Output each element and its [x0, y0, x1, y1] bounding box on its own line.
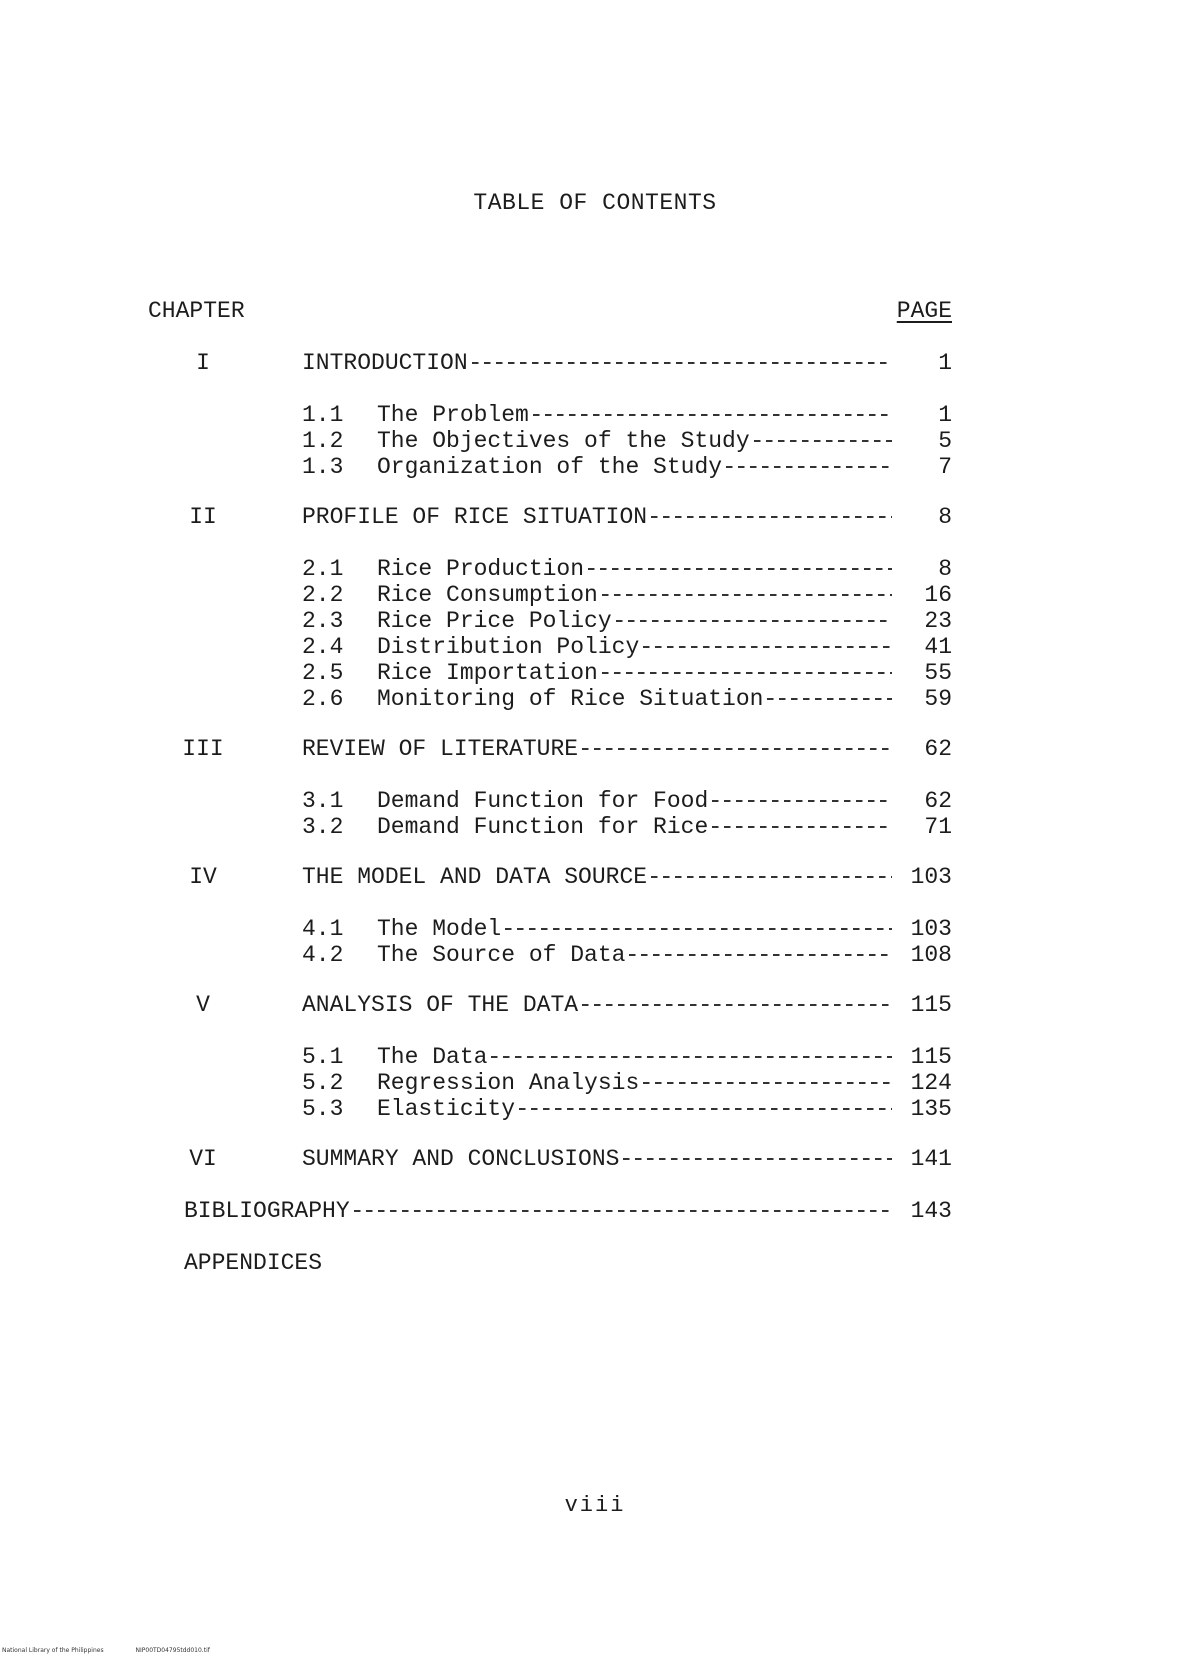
dot-leader — [519, 1096, 892, 1122]
toc-section-row — [0, 942, 1190, 968]
toc-section-row — [0, 556, 1190, 582]
toc-chapter-row — [0, 864, 1190, 890]
dot-leader-line — [651, 516, 892, 518]
section-number: 2.3 — [302, 608, 344, 634]
section-number: 5.1 — [302, 1044, 344, 1070]
toc-section-row — [0, 428, 1190, 454]
dot-leader-line — [623, 1158, 892, 1160]
section-number: 2.6 — [302, 686, 344, 712]
toc-section-row — [0, 402, 1190, 428]
dot-leader — [651, 504, 892, 530]
toc-section-row — [0, 634, 1190, 660]
section-page: 62 — [924, 788, 952, 814]
toc-appendices-row — [0, 1250, 1190, 1276]
chapter-page: 103 — [910, 864, 952, 890]
dot-leader-line — [712, 826, 892, 828]
dot-leader-line — [491, 1056, 892, 1058]
toc-section-row — [0, 788, 1190, 814]
dot-leader — [712, 788, 892, 814]
chapter-title: REVIEW OF LITERATURE — [302, 736, 579, 762]
section-page: 1 — [938, 402, 952, 428]
section-title: The Data — [377, 1044, 488, 1070]
section-title: Demand Function for Food — [377, 788, 709, 814]
section-number: 2.5 — [302, 660, 344, 686]
dot-leader-line — [588, 568, 892, 570]
toc-list — [0, 350, 1190, 1302]
chapter-title: ANALYSIS OF THE DATA — [302, 992, 579, 1018]
dot-leader-line — [712, 800, 892, 802]
dot-leader-line — [643, 1082, 892, 1084]
dot-leader-line — [629, 954, 892, 956]
dot-leader-line — [754, 440, 892, 442]
section-title: The Source of Data — [377, 942, 626, 968]
section-number: 3.2 — [302, 814, 344, 840]
dot-leader — [533, 402, 892, 428]
section-number: 3.1 — [302, 788, 344, 814]
dot-leader — [651, 864, 892, 890]
section-page: 8 — [938, 556, 952, 582]
section-title: Rice Price Policy — [377, 608, 612, 634]
chapter-numeral: I — [196, 350, 210, 376]
section-number: 1.2 — [302, 428, 344, 454]
page-column-header: PAGE — [896, 298, 952, 324]
dot-leader-line — [354, 1210, 892, 1212]
dot-leader — [616, 608, 892, 634]
section-number: 4.1 — [302, 916, 344, 942]
section-page: 135 — [910, 1096, 952, 1122]
toc-section-row — [0, 454, 1190, 480]
section-number: 1.3 — [302, 454, 344, 480]
page-title: TABLE OF CONTENTS — [473, 190, 717, 216]
section-number: 2.1 — [302, 556, 344, 582]
scan-stamp — [2, 1647, 240, 1654]
section-title: Regression Analysis — [377, 1070, 640, 1096]
bibliography-page: 143 — [910, 1198, 952, 1224]
section-page: 5 — [938, 428, 952, 454]
chapter-numeral: V — [196, 992, 210, 1018]
dot-leader — [505, 916, 892, 942]
dot-leader-line — [767, 698, 892, 700]
dot-leader-line — [602, 672, 892, 674]
toc-section-row — [0, 1070, 1190, 1096]
chapter-numeral: IV — [189, 864, 217, 890]
dot-leader — [472, 350, 892, 376]
section-page: 16 — [924, 582, 952, 608]
section-number: 4.2 — [302, 942, 344, 968]
section-number: 1.1 — [302, 402, 344, 428]
section-title: Rice Production — [377, 556, 585, 582]
section-number: 2.2 — [302, 582, 344, 608]
section-page: 71 — [924, 814, 952, 840]
page-number: viii — [564, 1493, 626, 1518]
toc-chapter-row — [0, 504, 1190, 530]
section-title: Rice Consumption — [377, 582, 598, 608]
section-page: 55 — [924, 660, 952, 686]
toc-section-row — [0, 1044, 1190, 1070]
toc-section-row — [0, 582, 1190, 608]
dot-leader — [623, 1146, 892, 1172]
section-title: Distribution Policy — [377, 634, 640, 660]
chapter-title: SUMMARY AND CONCLUSIONS — [302, 1146, 620, 1172]
dot-leader — [643, 1070, 892, 1096]
section-page: 103 — [910, 916, 952, 942]
dot-leader — [354, 1198, 892, 1224]
section-title: The Objectives of the Study — [377, 428, 750, 454]
dot-leader — [767, 686, 892, 712]
dot-leader-line — [519, 1108, 892, 1110]
dot-leader — [754, 428, 892, 454]
section-page: 59 — [924, 686, 952, 712]
dot-leader — [712, 814, 892, 840]
dot-leader — [643, 634, 892, 660]
section-number: 2.4 — [302, 634, 344, 660]
chapter-title: PROFILE OF RICE SITUATION — [302, 504, 648, 530]
dot-leader-line — [472, 362, 892, 364]
toc-section-row — [0, 686, 1190, 712]
section-number: 5.2 — [302, 1070, 344, 1096]
chapter-page: 115 — [910, 992, 952, 1018]
section-title: The Problem — [377, 402, 529, 428]
dot-leader — [582, 992, 892, 1018]
section-title: Organization of the Study — [377, 454, 723, 480]
dot-leader — [726, 454, 892, 480]
section-title: Demand Function for Rice — [377, 814, 709, 840]
section-title: Elasticity — [377, 1096, 516, 1122]
toc-chapter-row — [0, 736, 1190, 762]
toc-bibliography-row — [0, 1198, 1190, 1224]
section-title: The Model — [377, 916, 502, 942]
dot-leader — [582, 736, 892, 762]
toc-section-row — [0, 608, 1190, 634]
dot-leader — [602, 582, 892, 608]
dot-leader-line — [505, 928, 892, 930]
chapter-numeral: VI — [189, 1146, 217, 1172]
section-title: Monitoring of Rice Situation — [377, 686, 764, 712]
section-title: Rice Importation — [377, 660, 598, 686]
toc-section-row — [0, 814, 1190, 840]
dot-leader-line — [582, 1004, 892, 1006]
dot-leader-line — [533, 414, 892, 416]
section-page: 7 — [938, 454, 952, 480]
dot-leader-line — [651, 876, 892, 878]
dot-leader-line — [582, 748, 892, 750]
chapter-page: 62 — [924, 736, 952, 762]
dot-leader-line — [616, 620, 892, 622]
toc-section-row — [0, 660, 1190, 686]
section-number: 5.3 — [302, 1096, 344, 1122]
section-page: 115 — [910, 1044, 952, 1070]
stamp-library: National Library of the Philippines — [2, 1647, 104, 1654]
section-page: 23 — [924, 608, 952, 634]
chapter-numeral: II — [189, 504, 217, 530]
chapter-title: THE MODEL AND DATA SOURCE — [302, 864, 648, 890]
dot-leader — [602, 660, 892, 686]
chapter-page: 1 — [938, 350, 952, 376]
chapter-numeral: III — [182, 736, 224, 762]
dot-leader-line — [726, 466, 892, 468]
chapter-column-header: CHAPTER — [148, 298, 245, 324]
dot-leader-line — [643, 646, 892, 648]
section-page: 41 — [924, 634, 952, 660]
section-page: 108 — [910, 942, 952, 968]
toc-chapter-row — [0, 350, 1190, 376]
chapter-title: INTRODUCTION — [302, 350, 468, 376]
dot-leader — [629, 942, 892, 968]
stamp-file: NIP00TD04795tdd010.tif — [135, 1647, 210, 1654]
dot-leader — [491, 1044, 892, 1070]
dot-leader — [588, 556, 892, 582]
toc-chapter-row — [0, 1146, 1190, 1172]
section-page: 124 — [910, 1070, 952, 1096]
toc-section-row — [0, 1096, 1190, 1122]
bibliography-title: BIBLIOGRAPHY — [184, 1198, 350, 1224]
toc-section-row — [0, 916, 1190, 942]
toc-chapter-row — [0, 992, 1190, 1018]
chapter-page: 8 — [938, 504, 952, 530]
appendices-title: APPENDICES — [184, 1250, 323, 1276]
dot-leader-line — [602, 594, 892, 596]
chapter-page: 141 — [910, 1146, 952, 1172]
